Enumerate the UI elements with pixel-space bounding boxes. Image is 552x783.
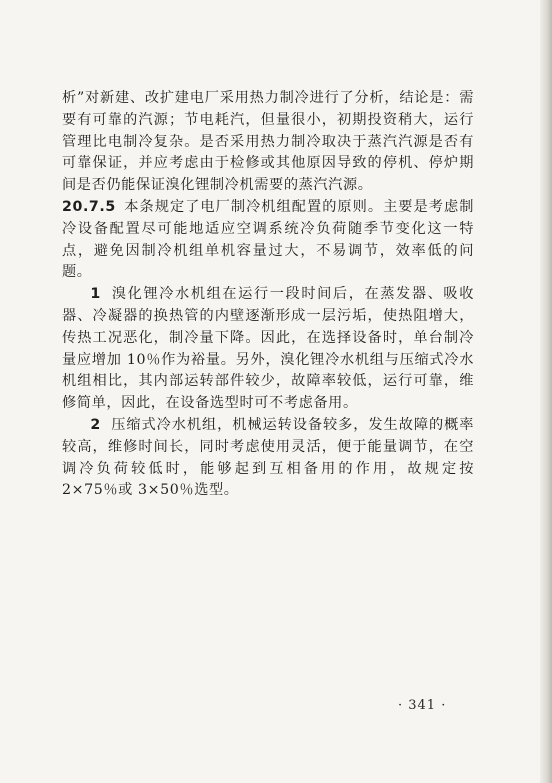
item-1-text: 溴化锂冷水机组在运行一段时间后，在蒸发器、吸收器、冷凝器的换热管的内壁逐渐形成一层污垢，使热阻增大，传热工况恶化，制冷量下降。因此，在选择设备时，单台制冷量应增加 10％作为裕量。另外，溴化锂冷水机组与压缩式冷水机组相比，其内部运转部件较少，故障率较低，运行可靠，维修简单，因此，在设备选型时可不考虑备用。 [62,286,474,412]
item-2-text: 压缩式冷水机组，机械运转设备较多，发生故障的概率较高，维修时间长，同时考虑使用灵活，便于能量调节，在空调冷负荷较低时，能够起到互相备用的作用，故规定按 2×75％或 3×50％选型。 [62,416,474,499]
clause-20-7-5 [62,197,474,284]
clause-number: 20.7.5 [62,198,116,215]
item-2-number: 2 [90,416,101,433]
item-1 [62,284,474,415]
page-number: · 341 · [398,698,447,713]
page-binding-edge [540,0,552,783]
item-1-number: 1 [90,286,101,303]
clause-text: 本条规定了电厂制冷机组配置的原则。主要是考虑制冷设备配置尽可能地适应空调系统冷负荷随季节变化这一特点，避免因制冷机组单机容量过大，不易调节，效率低的问题。 [62,198,474,281]
body-text [62,88,474,502]
paragraph-continuation-text: 析”对新建、改扩建电厂采用热力制冷进行了分析，结论是：需要有可靠的汽源；节电耗汽，但量很小，初期投资稍大，运行管理比电制冷复杂。是否采用热力制冷取决于蒸汽汽源是否有可靠保证，并应考虑由于检修或其他原因导致的停机、停炉期间是否仍能保证溴化锂制冷机需要的蒸汽汽源。 [62,90,474,194]
paragraph-continuation [62,88,474,197]
item-2 [62,415,474,502]
